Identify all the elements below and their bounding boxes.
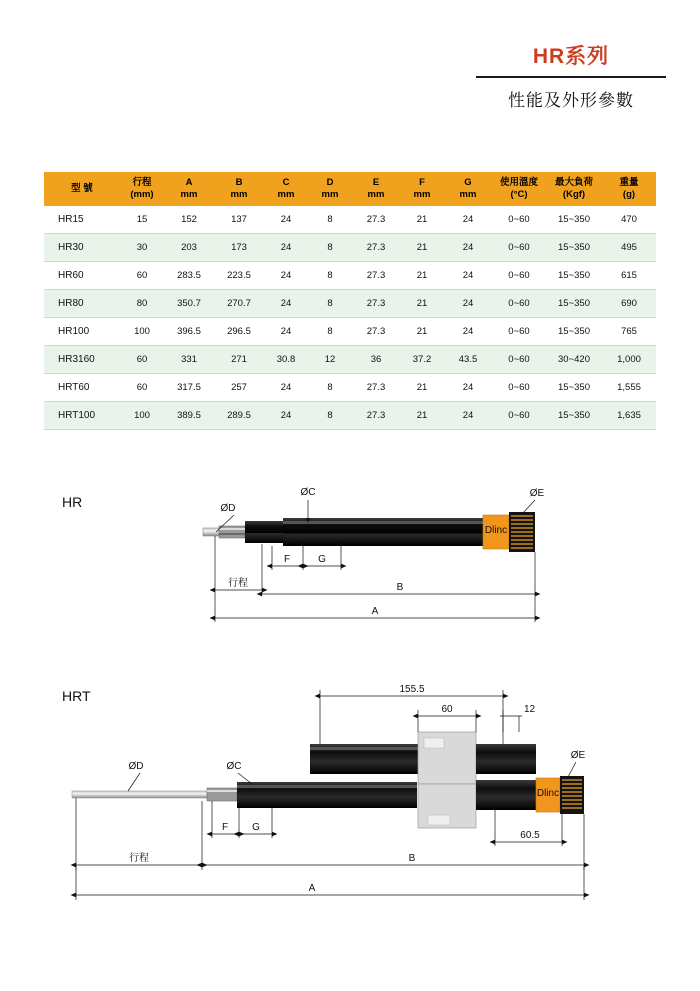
hrt-dim-g — [239, 808, 272, 838]
cell-b: 137 — [214, 206, 264, 234]
svg-text:A: A — [371, 606, 379, 617]
cell-model: HR60 — [44, 261, 120, 289]
cell-a: 350.7 — [164, 289, 214, 317]
cell-weight: 1,555 — [602, 373, 656, 401]
svg-text:Dlinc: Dlinc — [536, 788, 560, 799]
table-row — [44, 261, 656, 289]
svg-text:60.5: 60.5 — [520, 830, 540, 841]
cell-c: 24 — [264, 206, 308, 234]
cell-model: HRT60 — [44, 373, 120, 401]
cell-a: 389.5 — [164, 401, 214, 429]
col-max-load: 最大負荷 (Kgf) — [546, 172, 602, 206]
page-subtitle: 性能及外形參數 — [508, 91, 634, 110]
cell-b: 296.5 — [214, 317, 264, 345]
spec-table-body — [44, 206, 656, 430]
col-c: C mm — [264, 172, 308, 206]
cell-g: 24 — [444, 261, 492, 289]
cell-stroke: 60 — [120, 373, 164, 401]
hrt-motor-assembly — [310, 732, 536, 784]
cell-stroke: 100 — [120, 401, 164, 429]
page-header — [476, 40, 666, 111]
cell-max-load: 15~350 — [546, 289, 602, 317]
cell-f: 21 — [400, 373, 444, 401]
cell-weight: 765 — [602, 317, 656, 345]
cell-c: 24 — [264, 401, 308, 429]
svg-text:B: B — [396, 582, 404, 593]
hrt-callout-od — [128, 761, 144, 791]
svg-text:ØC: ØC — [300, 487, 316, 498]
col-b: B mm — [214, 172, 264, 206]
hrt-dim-60 — [418, 704, 476, 732]
col-g: G mm — [444, 172, 492, 206]
cell-b: 271 — [214, 345, 264, 373]
cell-max-load: 15~350 — [546, 206, 602, 234]
cell-b: 257 — [214, 373, 264, 401]
cell-a: 331 — [164, 345, 214, 373]
cell-d: 8 — [308, 289, 352, 317]
cell-f: 21 — [400, 401, 444, 429]
cell-d: 8 — [308, 261, 352, 289]
cell-e: 27.3 — [352, 233, 400, 261]
cell-c: 24 — [264, 289, 308, 317]
table-row — [44, 401, 656, 429]
cell-e: 27.3 — [352, 373, 400, 401]
cell-b: 173 — [214, 233, 264, 261]
cell-model: HR30 — [44, 233, 120, 261]
cell-g: 24 — [444, 373, 492, 401]
cell-e: 27.3 — [352, 317, 400, 345]
cell-e: 27.3 — [352, 289, 400, 317]
svg-text:ØE: ØE — [570, 750, 586, 761]
hrt-drawing-label: HRT — [62, 688, 91, 704]
cell-b: 223.5 — [214, 261, 264, 289]
cell-temperature: 0~60 — [492, 401, 546, 429]
hrt-dim-60-5 — [495, 810, 562, 846]
cell-e: 27.3 — [352, 401, 400, 429]
cell-stroke: 60 — [120, 345, 164, 373]
col-temperature: 使用溫度 (°C) — [492, 172, 546, 206]
cell-g: 24 — [444, 289, 492, 317]
hr-callout-oe — [522, 488, 545, 514]
cell-d: 8 — [308, 206, 352, 234]
svg-text:ØE: ØE — [529, 488, 545, 499]
cell-weight: 1,635 — [602, 401, 656, 429]
hr-dim-stroke — [215, 536, 262, 594]
table-row — [44, 233, 656, 261]
hr-callout-oc — [301, 487, 316, 518]
cell-temperature: 0~60 — [492, 289, 546, 317]
cell-a: 283.5 — [164, 261, 214, 289]
cell-max-load: 30~420 — [546, 345, 602, 373]
table-row — [44, 345, 656, 373]
svg-text:行程: 行程 — [228, 578, 248, 589]
col-f: F mm — [400, 172, 444, 206]
cell-c: 24 — [264, 317, 308, 345]
cell-max-load: 15~350 — [546, 317, 602, 345]
cell-g: 24 — [444, 317, 492, 345]
cell-weight: 470 — [602, 206, 656, 234]
svg-text:155.5: 155.5 — [399, 684, 425, 695]
cell-e: 27.3 — [352, 261, 400, 289]
svg-text:G: G — [252, 822, 260, 833]
cell-a: 396.5 — [164, 317, 214, 345]
cell-g: 24 — [444, 233, 492, 261]
cell-d: 8 — [308, 233, 352, 261]
hr-dim-a — [215, 594, 535, 622]
cell-c: 24 — [264, 373, 308, 401]
spec-table-container — [44, 172, 656, 430]
cell-d: 12 — [308, 345, 352, 373]
cell-stroke: 30 — [120, 233, 164, 261]
hr-drawing-label: HR — [62, 494, 83, 510]
cell-temperature: 0~60 — [492, 206, 546, 234]
hrt-dim-a — [76, 865, 584, 900]
cell-f: 21 — [400, 261, 444, 289]
table-header-row — [44, 172, 656, 206]
col-d: D mm — [308, 172, 352, 206]
table-row — [44, 373, 656, 401]
cell-stroke: 60 — [120, 261, 164, 289]
hrt-dim-stroke — [76, 798, 202, 870]
svg-text:G: G — [318, 554, 326, 565]
svg-text:F: F — [221, 822, 229, 833]
cell-b: 270.7 — [214, 289, 264, 317]
hr-drawing — [0, 470, 700, 660]
svg-text:行程: 行程 — [129, 853, 149, 864]
svg-text:B: B — [408, 853, 416, 864]
cell-e: 27.3 — [352, 206, 400, 234]
svg-text:Dlinc: Dlinc — [484, 525, 508, 536]
hrt-dim-f — [212, 801, 239, 838]
svg-text:ØD: ØD — [220, 503, 236, 514]
hrt-dim-12 — [500, 704, 536, 732]
cell-temperature: 0~60 — [492, 345, 546, 373]
hr-actuator-body — [203, 512, 535, 552]
cell-max-load: 15~350 — [546, 233, 602, 261]
cell-temperature: 0~60 — [492, 261, 546, 289]
hrt-actuator-body — [72, 776, 584, 828]
svg-text:12: 12 — [524, 704, 536, 715]
cell-model: HR3160 — [44, 345, 120, 373]
cell-g: 24 — [444, 206, 492, 234]
table-row — [44, 206, 656, 234]
cell-temperature: 0~60 — [492, 317, 546, 345]
cell-f: 21 — [400, 233, 444, 261]
cell-g: 43.5 — [444, 345, 492, 373]
cell-a: 152 — [164, 206, 214, 234]
cell-max-load: 15~350 — [546, 261, 602, 289]
cell-a: 203 — [164, 233, 214, 261]
cell-a: 317.5 — [164, 373, 214, 401]
cell-model: HR100 — [44, 317, 120, 345]
cell-f: 21 — [400, 206, 444, 234]
svg-text:ØD: ØD — [128, 761, 144, 772]
page-title: HR系列 — [532, 45, 610, 68]
cell-g: 24 — [444, 401, 492, 429]
cell-c: 30.8 — [264, 345, 308, 373]
cell-model: HR80 — [44, 289, 120, 317]
cell-weight: 690 — [602, 289, 656, 317]
cell-temperature: 0~60 — [492, 373, 546, 401]
table-row — [44, 289, 656, 317]
cell-f: 21 — [400, 289, 444, 317]
cell-temperature: 0~60 — [492, 233, 546, 261]
cell-d: 8 — [308, 373, 352, 401]
hrt-callout-oe — [568, 750, 586, 777]
hrt-drawing — [0, 660, 700, 950]
cell-weight: 615 — [602, 261, 656, 289]
spec-table — [44, 172, 656, 430]
hrt-callout-oc — [227, 761, 253, 784]
svg-text:ØC: ØC — [226, 761, 242, 772]
cell-stroke: 15 — [120, 206, 164, 234]
col-model: 型 號 — [44, 172, 120, 206]
table-row — [44, 317, 656, 345]
col-stroke: 行程 (mm) — [120, 172, 164, 206]
col-e: E mm — [352, 172, 400, 206]
cell-model: HR15 — [44, 206, 120, 234]
svg-text:60: 60 — [441, 704, 453, 715]
col-weight: 重量 (g) — [602, 172, 656, 206]
cell-d: 8 — [308, 317, 352, 345]
cell-d: 8 — [308, 401, 352, 429]
cell-c: 24 — [264, 233, 308, 261]
svg-text:F: F — [283, 554, 291, 565]
svg-text:A: A — [308, 883, 316, 894]
col-a: A mm — [164, 172, 214, 206]
cell-e: 36 — [352, 345, 400, 373]
cell-c: 24 — [264, 261, 308, 289]
cell-f: 37.2 — [400, 345, 444, 373]
cell-max-load: 15~350 — [546, 373, 602, 401]
cell-stroke: 100 — [120, 317, 164, 345]
cell-max-load: 15~350 — [546, 401, 602, 429]
cell-f: 21 — [400, 317, 444, 345]
cell-weight: 1,000 — [602, 345, 656, 373]
cell-model: HRT100 — [44, 401, 120, 429]
cell-stroke: 80 — [120, 289, 164, 317]
cell-weight: 495 — [602, 233, 656, 261]
cell-b: 289.5 — [214, 401, 264, 429]
